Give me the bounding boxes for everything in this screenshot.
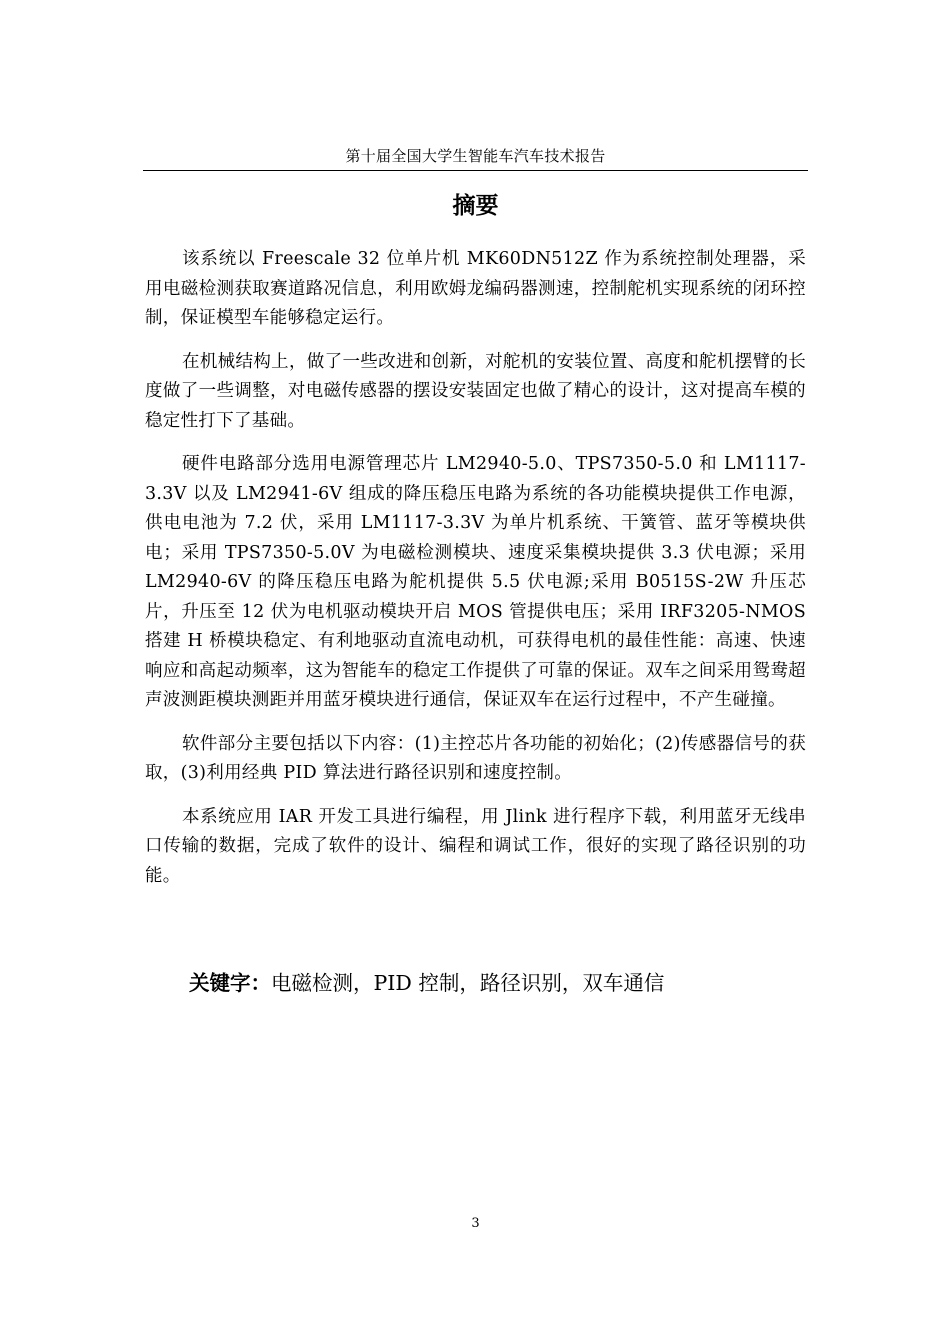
abstract-paragraph-4: 软件部分主要包括以下内容：(1)主控芯片各功能的初始化；(2)传感器信号的获取，(3)利用经典 PID 算法进行路径识别和速度控制。 — [145, 733, 806, 783]
running-header: 第十届全国大学生智能车汽车技术报告 — [345, 147, 606, 165]
abstract-paragraph-1: 该系统以 Freescale 32 位单片机 MK60DN512Z 作为系统控制处理器，采用电磁检测获取赛道路况信息，利用欧姆龙编码器测速，控制舵机实现系统的闭环控制，保证模型车能够稳定运行。 — [145, 249, 806, 328]
abstract-paragraph-3: 硬件电路部分选用电源管理芯片 LM2940-5.0、TPS7350-5.0 和 LM1117-3.3V 以及 LM2941-6V 组成的降压稳压电路为系统的各功能模块提供工作电源，供电电池为 7.2 伏，采用 LM1117-3.3V 为单片机系统、干簧管、蓝牙等模块供电；采用 TPS7350-5.0V 为电磁检测模块、速度采集模块提供 3.3 伏电源；采用 LM2940-6V 的降压稳压电路为舵机提供 5.5 伏电源;采用 B0515S-2W 升压芯片，升压至 12 伏为电机驱动模块开启 MOS 管提供电压；采用 IRF3205-NMOS 搭建 H 桥模块稳定、有利地驱动直流电动机，可获得电机的最佳性能：高速、快速响应和高起动频率，这为智能车的稳定工作提供了可靠的保证。双车之间采用鸳鸯超声波测距模块测距并用蓝牙模块进行通信，保证双车在运行过程中，不产生碰撞。 — [145, 454, 806, 710]
abstract-paragraph-5: 本系统应用 IAR 开发工具进行编程，用 Jlink 进行程序下载，利用蓝牙无线串口传输的数据，完成了软件的设计、编程和调试工作，很好的实现了路径识别的功能。 — [145, 806, 806, 886]
keywords-line — [189, 968, 809, 998]
page-number: 3 — [471, 1216, 480, 1231]
header-rule — [143, 170, 808, 171]
abstract-body — [145, 245, 806, 905]
abstract-paragraph-2: 在机械结构上，做了一些改进和创新，对舵机的安装位置、高度和舵机摆臂的长度做了一些调整，对电磁传感器的摆设安装固定也做了精心的设计，这对提高车模的稳定性打下了基础。 — [145, 351, 806, 431]
keywords-values: 电磁检测，PID 控制，路径识别，双车通信 — [271, 971, 665, 995]
keywords-label: 关键字： — [189, 971, 271, 995]
abstract-title: 摘要 — [452, 193, 499, 219]
